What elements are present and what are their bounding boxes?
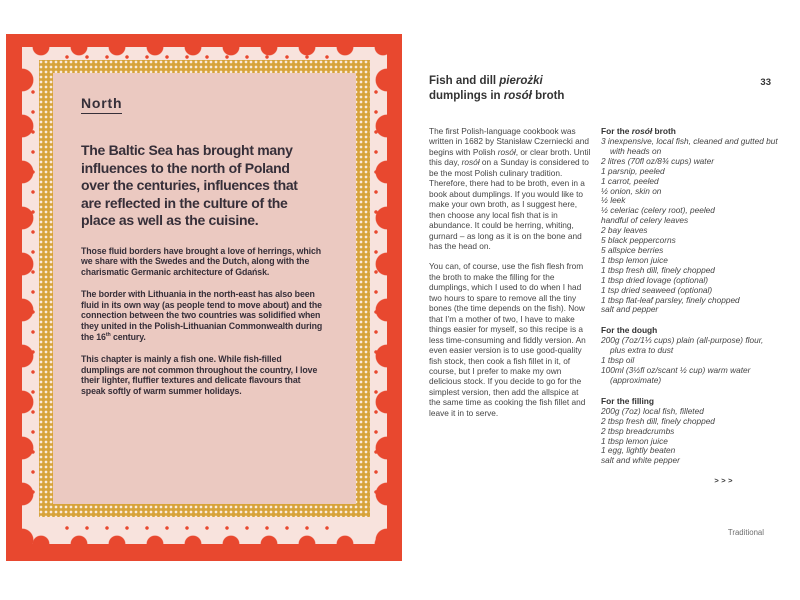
ingredient-item: 2 tbsp breadcrumbs [601, 425, 675, 436]
section-footer-label: Traditional [727, 528, 764, 537]
chapter-headline-line: influences to the north of Poland [81, 159, 290, 176]
chapter-paragraph: Those fluid borders have brought a love of herrings, which we share with the Swedes and the Dutch, along with the charismatic Germanic architecture of Gdańsk. [81, 245, 322, 278]
ingredient-item: salt and white pepper [601, 455, 680, 466]
ingredient-item: 5 black peppercorns [601, 235, 676, 246]
chapter-paragraph: The border with Lithuania in the north-east has also been fluid in its own way (as people tend to move about) and the connection between the two countries was solidified when they united in the Polish-Lithuanian Commonwealth during the 16th century. [81, 288, 323, 343]
chapter-paragraph: This chapter is mainly a fish one. While fish-filled dumplings are not common throughout the country, I love their lighter, fluffier textures and delicate flavours that speak softly of warm summer holidays. [81, 353, 318, 397]
dot-ornament-right [373, 89, 379, 502]
ingredients-list-filling [601, 407, 779, 466]
ingredient-item: 1 egg, lightly beaten [601, 445, 676, 456]
stamp-border [39, 60, 370, 517]
dot-ornament-left [30, 89, 36, 502]
ingredient-item: 1 tbsp lemon juice [601, 254, 668, 265]
ingredient-item: 200g (7oz/1⅓ cups) plain (all-purpose) flour, plus extra to dust [601, 335, 764, 356]
ingredient-item: 1 carrot, peeled [601, 175, 659, 186]
ingredients-section-filling [601, 396, 779, 466]
ingredient-item: 5 allspice berries [601, 244, 664, 255]
ingredient-item: 1 tsp dried seaweed (optional) [601, 284, 713, 295]
ingredient-item: 2 litres (70fl oz/8¾ cups) water [601, 155, 714, 166]
recipe-intro-column [429, 126, 591, 485]
recipe-title-line: Fish and dill pierożki [429, 75, 543, 87]
chapter-title: North [81, 95, 122, 114]
ingredient-item: ½ celeriac (celery root), peeled [601, 205, 715, 216]
ingredient-item: 1 tbsp lemon juice [601, 435, 668, 446]
ingredient-item: 100ml (3½fl oz/scant ½ cup) warm water (approximate) [601, 365, 751, 385]
ingredients-list-broth [601, 137, 779, 315]
stamp-perforation-bottom [22, 533, 387, 544]
page-number: 33 [760, 77, 771, 88]
chapter-headline-line: are reflected in the culture of the [81, 194, 288, 211]
ingredients-heading-dough: For the dough [601, 325, 658, 336]
chapter-headline-line: place as well as the cuisine. [81, 212, 259, 228]
chapter-intro [81, 246, 340, 398]
ingredient-item: 1 parsnip, peeled [601, 165, 665, 176]
ingredients-heading-broth: For the rosół broth [601, 126, 676, 136]
ingredient-item: ½ onion, skin on [601, 185, 662, 196]
continue-marker: >>> [714, 476, 735, 486]
recipe-page [402, 34, 794, 561]
recipe-title [429, 74, 564, 103]
ingredients-heading-filling: For the filling [601, 395, 655, 406]
ingredients-section-broth [601, 126, 779, 315]
chapter-opener-page [6, 34, 402, 561]
recipe-columns [429, 126, 779, 485]
ingredient-item: 1 tbsp dried lovage (optional) [601, 274, 709, 285]
chapter-headline-line: over the centuries, influences that [81, 177, 298, 193]
recipe-intro-paragraph: You can, of course, use the fish flesh from the broth to make the filling for the dumplings, which I used to do when I had two hours to spare to remove all the tiny bones (the time depends on the fish). Now that I’m a mother of two, I have to make things easier for myself, so this recipe is a less time-consuming and fiddly version. An even easier version is to use good-quality fish stock, then cook a fish fillet in it, of course, but I prefer to make my own delicious stock. If you decide to go for the simplest version, then add the allspice at the same time as cooking the fish fillet and leave it in to serve. [429, 261, 586, 418]
chapter-panel [53, 73, 356, 504]
ingredient-item: 3 inexpensive, local fish, cleaned and gutted but with heads on [601, 136, 778, 156]
ingredient-item: handful of celery leaves [601, 215, 689, 226]
ingredient-item: 2 tbsp fresh dill, finely chopped [601, 415, 715, 426]
recipe-title-line: dumplings in rosół broth [429, 89, 565, 102]
ingredients-column [601, 126, 779, 485]
ingredient-item: 1 tbsp fresh dill, finely chopped [601, 264, 715, 275]
ingredient-item: salt and pepper [601, 304, 659, 315]
ingredients-section-dough [601, 325, 779, 386]
ingredient-item: ½ leek [601, 195, 626, 206]
ingredients-list-dough [601, 336, 779, 386]
dot-ornament-bottom [64, 525, 345, 531]
ingredient-item: 1 tbsp flat-leaf parsley, finely chopped [601, 294, 740, 305]
recipe-intro-paragraph: The first Polish-language cookbook was written in 1682 by Stanisław Czerniecki and begins with Polish rosół, or clear broth. Until this day, rosół on a Sunday is considered to be the most Polish culinary tradition. Therefore, there had to be broth, even in a book about dumplings. If you would like to make your own broth, as I suggest here, then choose any local fish that is in abundance. It could be herring, whiting, gurnard – as long as it is on the bone and has the head on. [429, 126, 591, 251]
ingredient-item: 1 tbsp oil [601, 355, 635, 366]
chapter-headline-line: The Baltic Sea has brought many [81, 142, 293, 158]
chapter-headline [81, 142, 340, 230]
ingredient-item: 2 bay leaves [601, 225, 648, 236]
stamp-panel [22, 47, 387, 544]
ingredient-item: 200g (7oz) local fish, filleted [601, 405, 704, 416]
